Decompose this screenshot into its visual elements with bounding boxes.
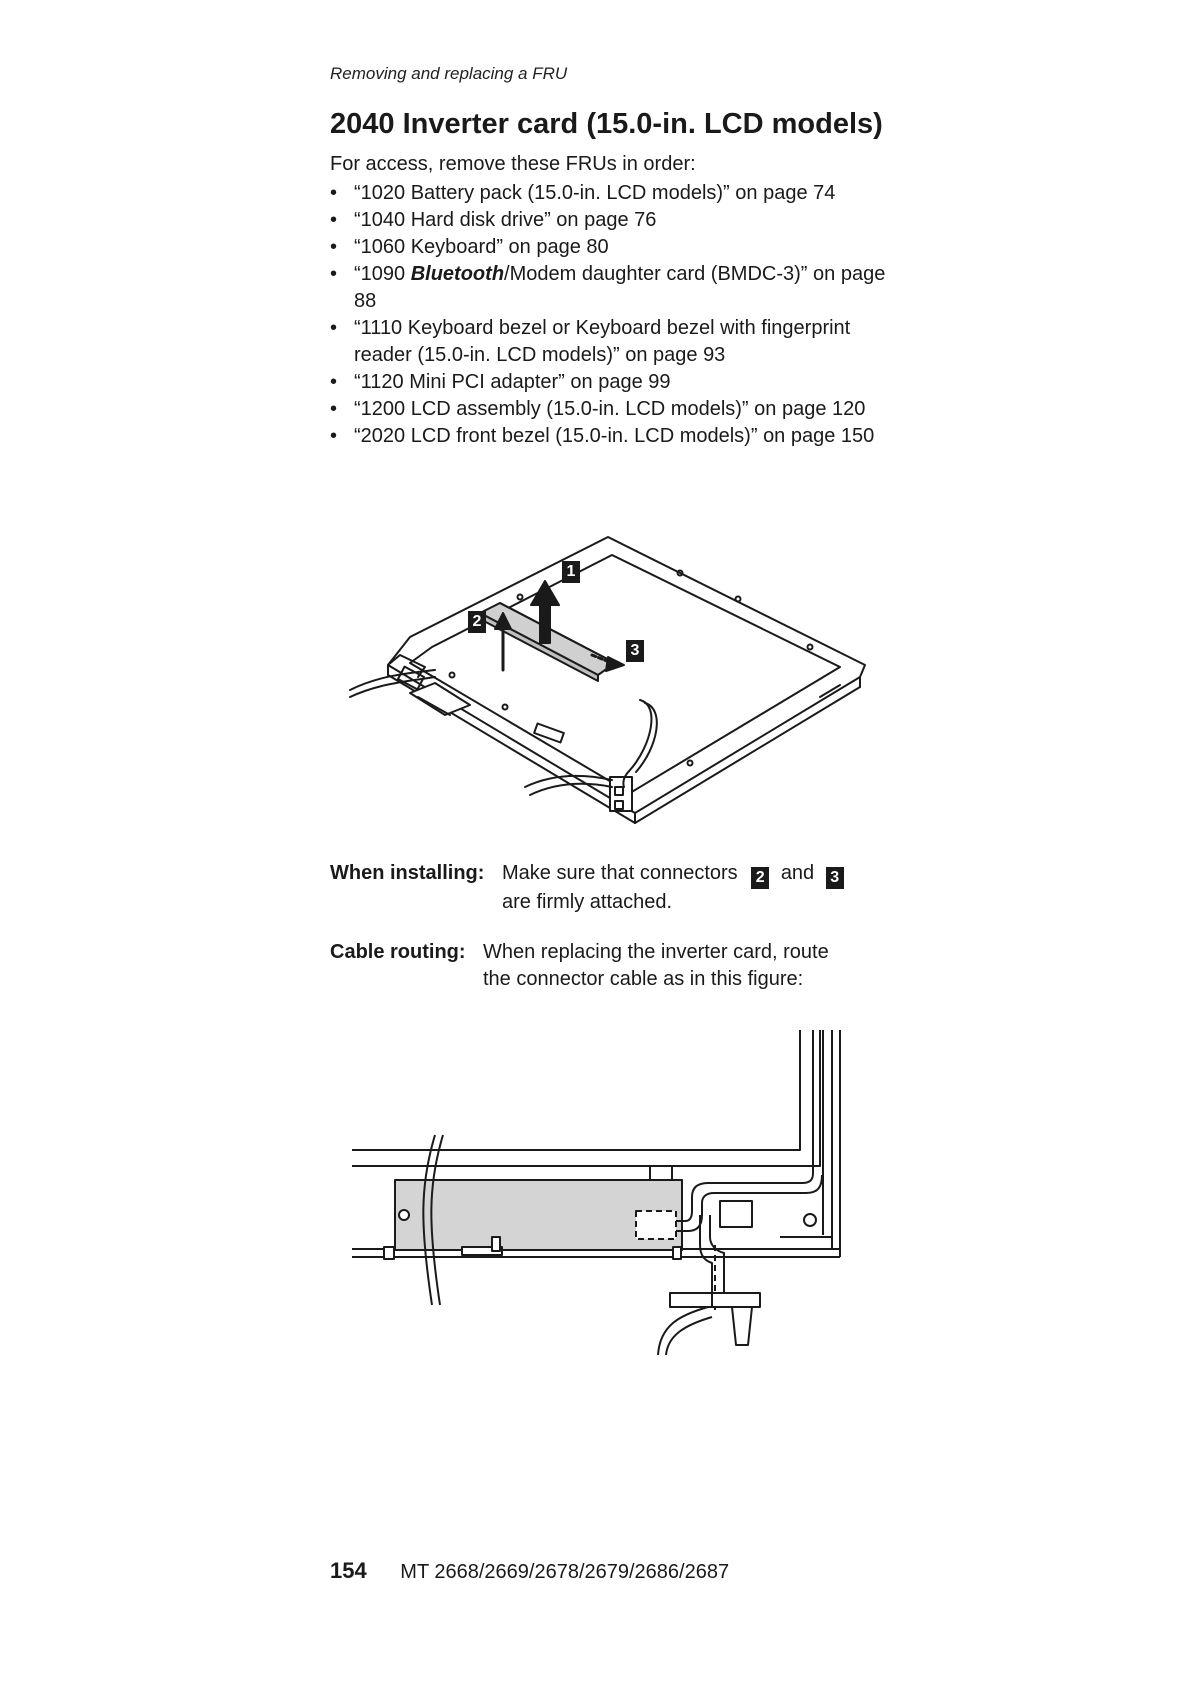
page-footer	[330, 1558, 729, 1584]
intro-text: For access, remove these FRUs in order:	[330, 153, 696, 175]
list-item: • “2020 LCD front bezel (15.0-in. LCD models)” on page 150	[330, 423, 890, 450]
cable-routing-label: Cable routing:	[330, 941, 466, 963]
running-head: Removing and replacing a FRU	[330, 64, 568, 83]
callout-1: 1	[562, 561, 580, 583]
inverter-removal-figure	[340, 525, 880, 825]
callout-3-inline: 3	[826, 867, 844, 889]
cable-routing-note	[330, 939, 466, 966]
callout-2-inline: 2	[751, 867, 769, 889]
fru-list	[330, 180, 890, 450]
installing-text: Make sure that connectors 2 and 3 are firmly attached.	[502, 860, 902, 916]
cable-routing-figure	[340, 1025, 860, 1355]
bluetooth-term: Bluetooth	[410, 263, 505, 285]
list-item: • “1110 Keyboard bezel or Keyboard bezel with fingerprint reader (15.0-in. LCD models)” on page 93	[330, 315, 890, 369]
list-item: • “1090 Bluetooth/Modem daughter card (BMDC-3)” on page 88	[330, 261, 890, 315]
list-item: • “1040 Hard disk drive” on page 76	[330, 207, 890, 234]
list-item: • “1200 LCD assembly (15.0-in. LCD models)” on page 120	[330, 396, 890, 423]
cable-routing-text: When replacing the inverter card, route the connector cable as in this figure:	[483, 941, 829, 990]
callout-2: 2	[468, 611, 486, 633]
list-item: • “1120 Mini PCI adapter” on page 99	[330, 369, 890, 396]
list-item: • “1020 Battery pack (15.0-in. LCD models)” on page 74	[330, 180, 890, 207]
page-number: 154	[330, 1558, 367, 1583]
machine-types: MT 2668/2669/2678/2679/2686/2687	[400, 1561, 730, 1583]
installing-note	[330, 860, 484, 887]
page-title: 2040 Inverter card (15.0-in. LCD models)	[330, 108, 883, 140]
list-item: • “1060 Keyboard” on page 80	[330, 234, 890, 261]
installing-label: When installing:	[330, 862, 485, 884]
callout-3: 3	[626, 640, 644, 662]
